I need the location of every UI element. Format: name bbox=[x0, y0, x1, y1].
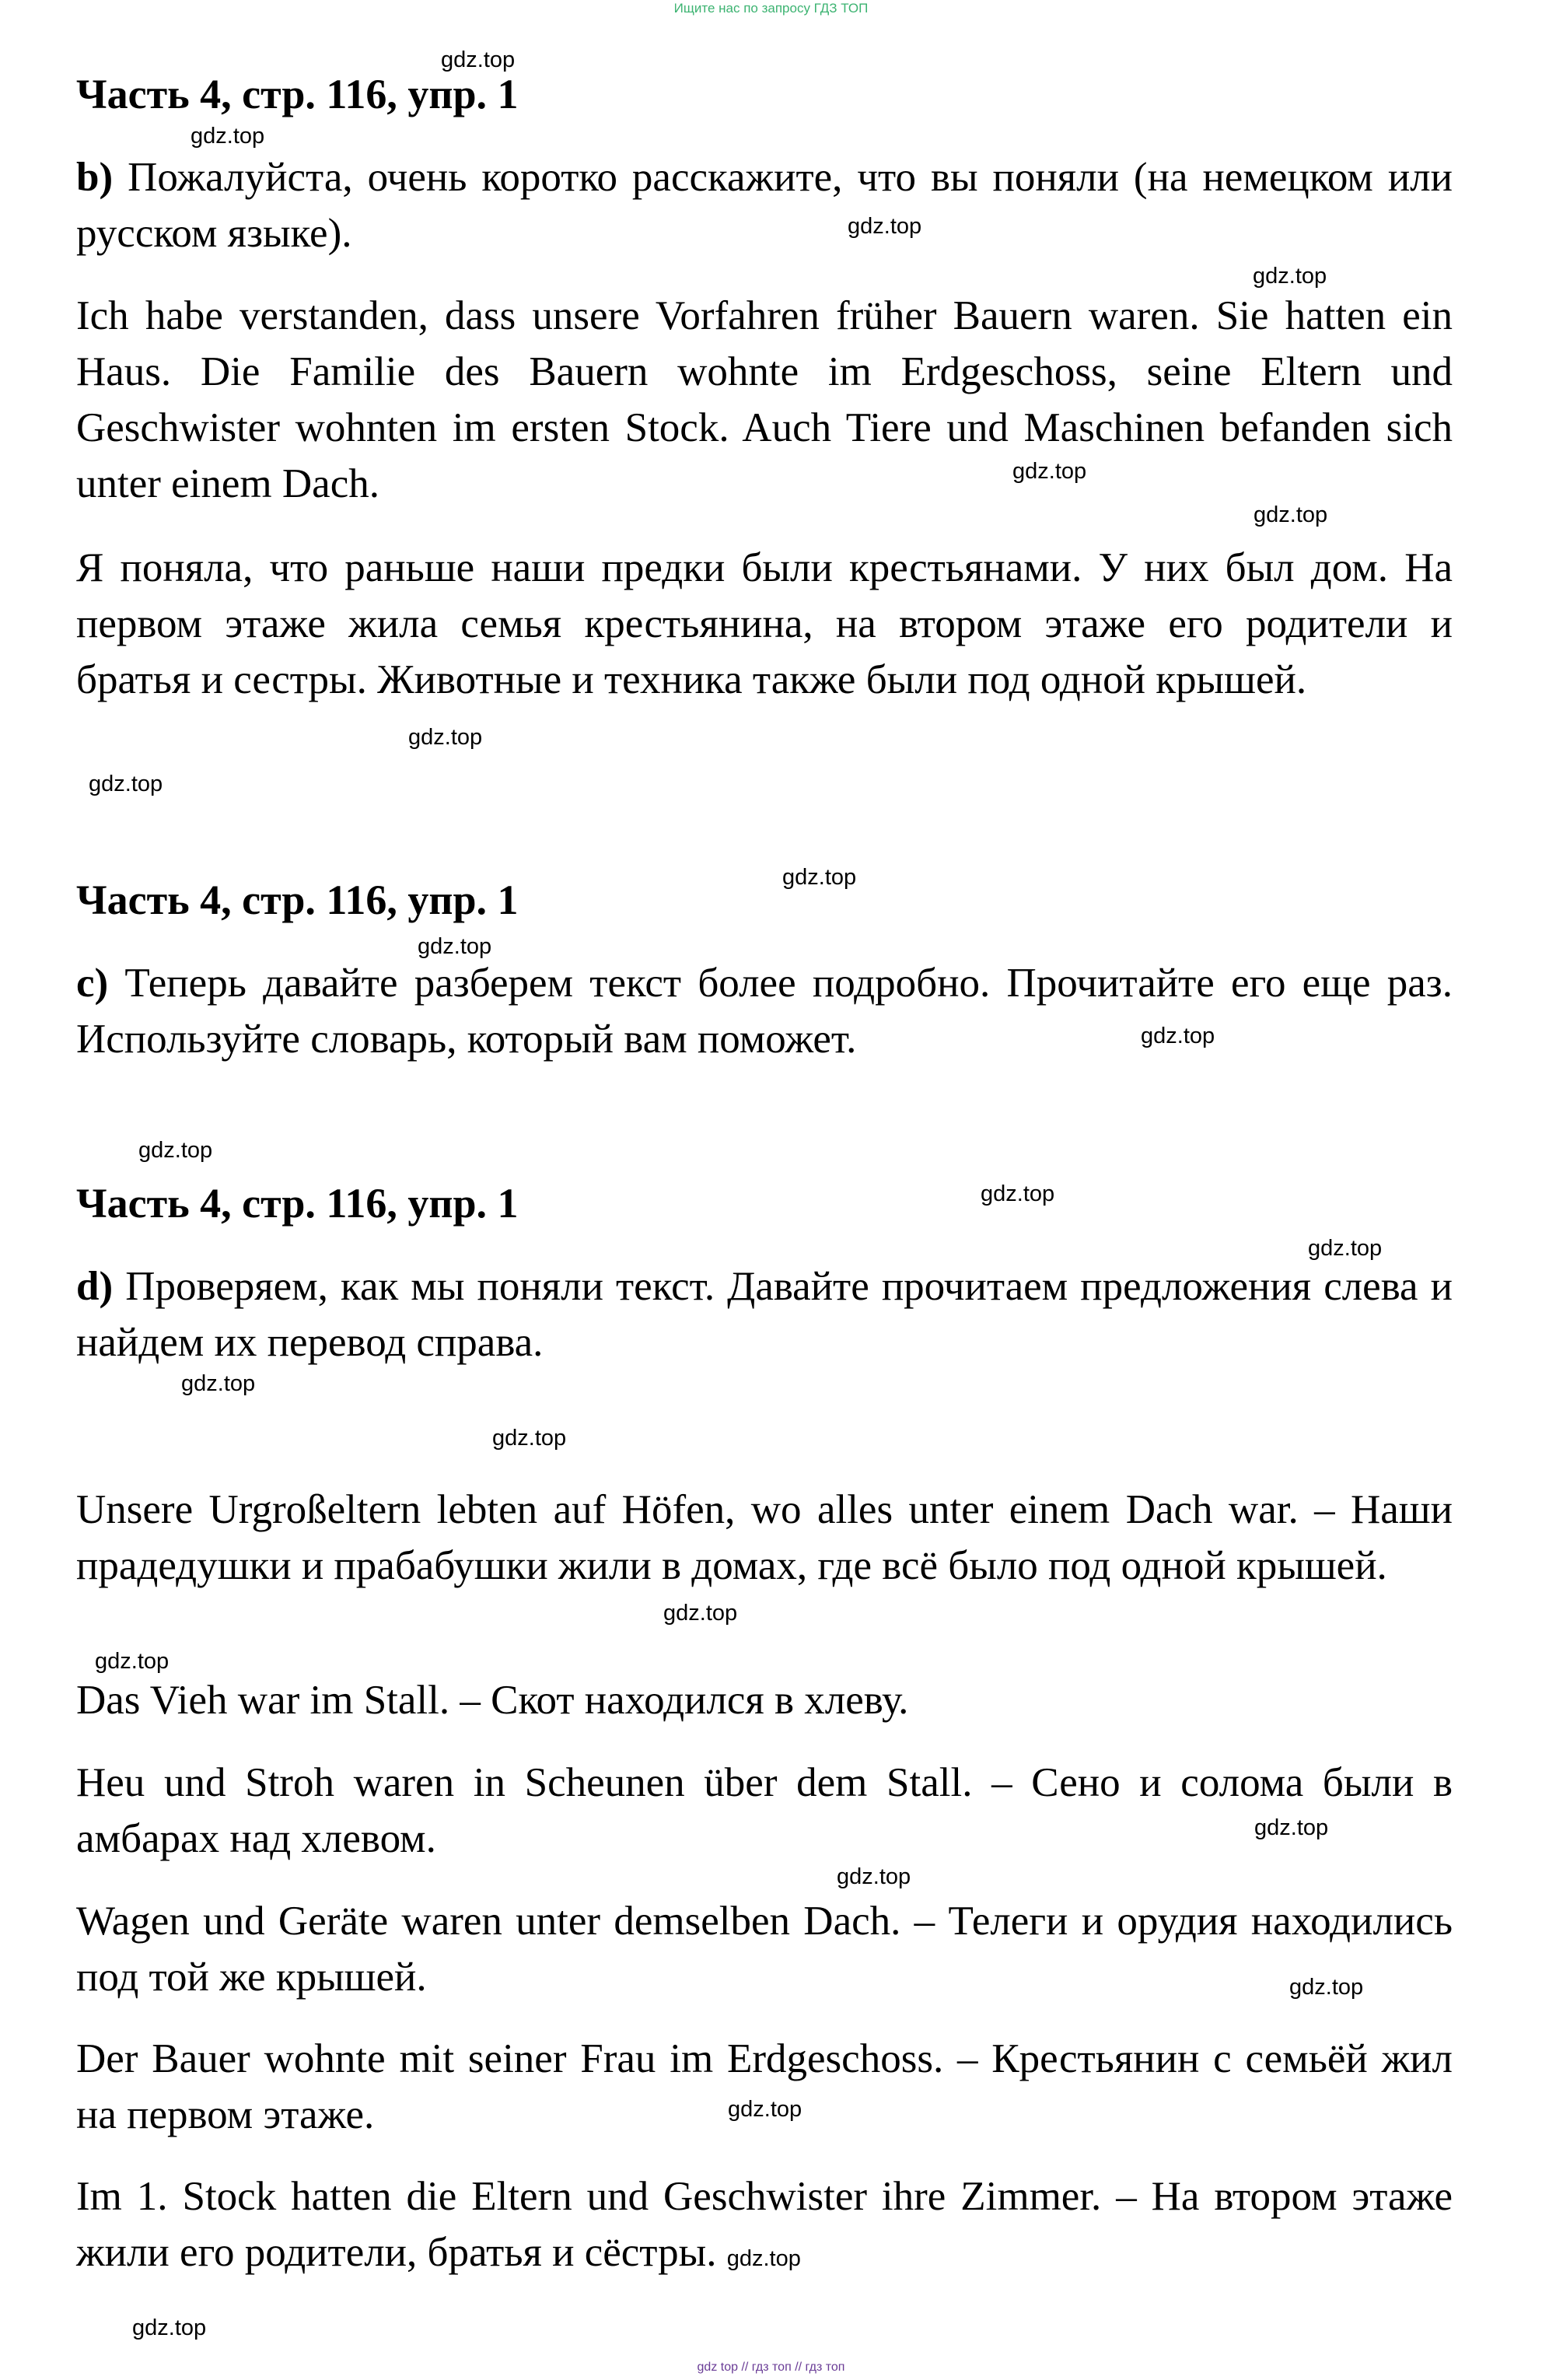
watermark: gdz.top bbox=[1012, 459, 1087, 484]
section-b-label: b) bbox=[76, 155, 114, 200]
watermark: gdz.top bbox=[1254, 1815, 1329, 1840]
section-b-russian: Я поняла, что раньше наши предки были крестьянами. У них был дом. На первом этаже жила семья крестьянина, на втором этаже его родители и братья и сестры. Животные и техника также были под одной крышей. bbox=[76, 545, 1453, 702]
watermark: gdz.top bbox=[132, 2315, 207, 2340]
watermark: gdz.top bbox=[89, 772, 163, 796]
watermark: gdz.top bbox=[181, 1371, 256, 1396]
pair-5: Der Bauer wohnte mit seiner Frau im Erdgeschoss. – Крестьянин с семьёй жил на первом этаже. bbox=[76, 2036, 1453, 2137]
watermark: gdz.top bbox=[95, 1649, 170, 1674]
watermark: gdz.top bbox=[837, 1864, 911, 1889]
section-b-heading: Часть 4, стр. 116, упр. 1 bbox=[76, 71, 519, 117]
section-c-label: c) bbox=[76, 961, 109, 1006]
watermark: gdz.top bbox=[1308, 1236, 1383, 1261]
pair-6 bbox=[76, 2168, 1453, 2287]
watermark: gdz.top bbox=[1289, 1975, 1364, 2000]
watermark: gdz.top bbox=[441, 47, 516, 72]
pair-3: Heu und Stroh waren in Scheunen über dem Stall. – Сено и солома были в амбарах над хлевом. bbox=[76, 1760, 1453, 1861]
section-c-task-text: Теперь давайте разберем текст более подробно. Прочитайте его еще раз. Используйте словарь, который вам поможет. bbox=[76, 961, 1453, 1062]
pair-1: Unsere Urgroßeltern lebten auf Höfen, wo alles unter einem Dach war. – Наши прадедушки и прабабушки жили в домах, где всё было под одной крышей. bbox=[76, 1487, 1453, 1588]
pair-4: Wagen und Geräte waren unter demselben Dach. – Телеги и орудия находились под той же крышей. bbox=[76, 1899, 1453, 2000]
section-d-label: d) bbox=[76, 1264, 114, 1309]
top-banner: Ищите нас по запросу ГДЗ ТОП bbox=[673, 1, 869, 16]
watermark: gdz.top bbox=[492, 1426, 567, 1451]
section-c-heading: Часть 4, стр. 116, упр. 1 bbox=[76, 877, 519, 923]
watermark: gdz.top bbox=[663, 1601, 738, 1626]
watermark: gdz.top bbox=[981, 1181, 1055, 1206]
watermark: gdz.top bbox=[418, 934, 492, 959]
section-b-task bbox=[76, 149, 1453, 261]
pair-2: Das Vieh war im Stall. – Скот находился в хлеву. bbox=[76, 1678, 909, 1723]
watermark: gdz.top bbox=[848, 214, 922, 239]
section-d-heading: Часть 4, стр. 116, упр. 1 bbox=[76, 1180, 519, 1227]
section-b-task-text: Пожалуйста, очень коротко расскажите, что вы поняли (на немецком или русском языке). bbox=[76, 155, 1453, 256]
watermark: gdz.top bbox=[782, 865, 857, 890]
watermark: gdz.top bbox=[1253, 264, 1327, 289]
watermark: gdz.top bbox=[138, 1138, 213, 1163]
watermark: gdz.top bbox=[728, 2097, 802, 2122]
watermark-inline: gdz.top bbox=[726, 2246, 801, 2271]
section-b-german: Ich habe verstanden, dass unsere Vorfahren früher Bauern waren. Sie hatten ein Haus. Die Familie des Bauern wohnte im Erdgeschoss, seine Eltern und Geschwister wohnten im ersten Stock. Auch Tiere und Maschinen befanden sich unter einem Dach. bbox=[76, 293, 1453, 506]
section-c-task bbox=[76, 955, 1453, 1067]
watermark: gdz.top bbox=[1141, 1024, 1215, 1048]
pair-6-text: Im 1. Stock hatten die Eltern und Geschwister ihre Zimmer. – На втором этаже жили его родители, братья и сёстры. bbox=[76, 2174, 1453, 2275]
section-d-task-text: Проверяем, как мы поняли текст. Давайте прочитаем предложения слева и найдем их перевод справа. bbox=[76, 1264, 1453, 1365]
section-d-task bbox=[76, 1258, 1453, 1370]
watermark: gdz.top bbox=[408, 725, 483, 750]
bottom-banner: gdz top // гдз топ // гдз топ bbox=[697, 2361, 845, 2374]
watermark: gdz.top bbox=[191, 124, 265, 149]
watermark: gdz.top bbox=[1254, 502, 1328, 527]
